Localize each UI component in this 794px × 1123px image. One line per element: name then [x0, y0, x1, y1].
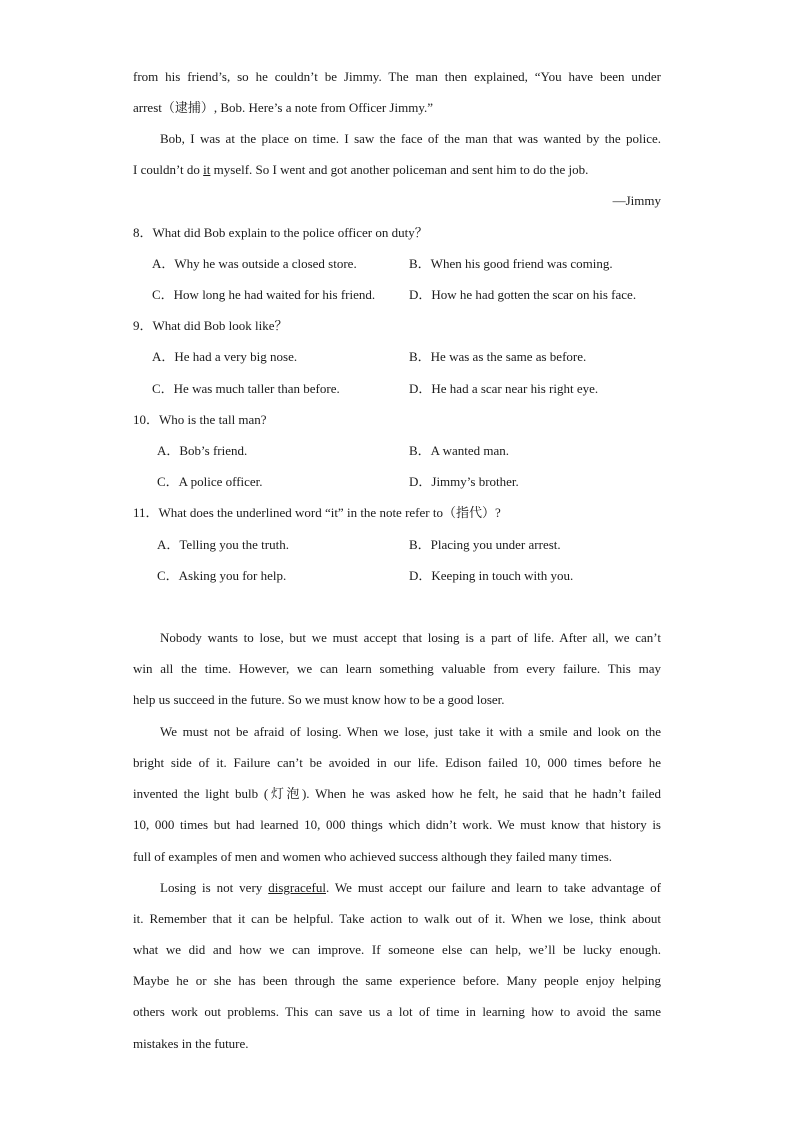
- passage-line: win all the time. However, we can learn something valuable from every failure. This may: [133, 661, 661, 676]
- passage-line: what we did and how we can improve. If someone else can help, we’ll be lucky enough.: [133, 942, 661, 957]
- passage-line: it. Remember that it can be helpful. Take action to walk out of it. When we lose, think about: [133, 911, 661, 926]
- option-c: C．A police officer.: [157, 474, 263, 489]
- passage-line: bright side of it. Failure can’t be avoided in our life. Edison failed 10, 000 times before he: [133, 755, 661, 770]
- question-stem: 10．Who is the tall man?: [133, 412, 267, 427]
- story-line: arrest（逮捕）, Bob. Here’s a note from Officer Jimmy.”: [133, 100, 434, 115]
- passage-line: Losing is not very disgraceful. We must accept our failure and learn to take advantage of: [160, 880, 661, 895]
- option-a: A．Bob’s friend.: [157, 443, 248, 458]
- question-stem: 11．What does the underlined word “it” in the note refer to（指代）?: [133, 505, 501, 520]
- passage-line: mistakes in the future.: [133, 1036, 249, 1051]
- passage-line: invented the light bulb (灯泡). When he was asked how he felt, he said that he hadn’t failed: [133, 786, 661, 801]
- note-signature: —Jimmy: [612, 193, 661, 208]
- note-line: I couldn’t do it myself. So I went and got another policeman and sent him to do the job.: [133, 162, 589, 177]
- passage-line: others work out problems. This can save us a lot of time in learning how to avoid the same: [133, 1004, 661, 1019]
- option-a: A．He had a very big nose.: [152, 349, 298, 364]
- passage-line: Nobody wants to lose, but we must accept that losing is a part of life. After all, we can’t: [160, 630, 661, 645]
- underlined-word-disgraceful: disgraceful: [268, 880, 326, 895]
- passage-line: 10, 000 times but had learned 10, 000 things which didn’t work. We must know that history is: [133, 817, 661, 832]
- underlined-word-it: it: [203, 162, 211, 177]
- option-b: B．He was as the same as before.: [409, 349, 587, 364]
- option-c: C．He was much taller than before.: [152, 381, 340, 396]
- option-c: C．How long he had waited for his friend.: [152, 287, 376, 302]
- passage-line: full of examples of men and women who achieved success although they failed many times.: [133, 849, 613, 864]
- option-d: D．Jimmy’s brother.: [409, 474, 519, 489]
- passage-line: Maybe he or she has been through the same experience before. Many people enjoy helping: [133, 973, 661, 988]
- question-stem: 9．What did Bob look like？: [133, 318, 288, 333]
- option-d: D．Keeping in touch with you.: [409, 568, 574, 583]
- story-line: from his friend’s, so he couldn’t be Jimmy. The man then explained, “You have been under: [133, 69, 661, 84]
- option-c: C．Asking you for help.: [157, 568, 287, 583]
- option-b: B．When his good friend was coming.: [409, 256, 613, 271]
- option-a: A．Why he was outside a closed store.: [152, 256, 357, 271]
- option-b: B．Placing you under arrest.: [409, 537, 561, 552]
- question-stem: 8．What did Bob explain to the police officer on duty？: [133, 225, 428, 240]
- option-b: B．A wanted man.: [409, 443, 510, 458]
- option-a: A．Telling you the truth.: [157, 537, 289, 552]
- option-d: D．He had a scar near his right eye.: [409, 381, 599, 396]
- option-d: D．How he had gotten the scar on his face.: [409, 287, 637, 302]
- passage-line: help us succeed in the future. So we must know how to be a good loser.: [133, 692, 505, 707]
- passage-line: We must not be afraid of losing. When we lose, just take it with a smile and look on the: [160, 724, 661, 739]
- note-line: Bob, I was at the place on time. I saw the face of the man that was wanted by the police.: [160, 131, 661, 146]
